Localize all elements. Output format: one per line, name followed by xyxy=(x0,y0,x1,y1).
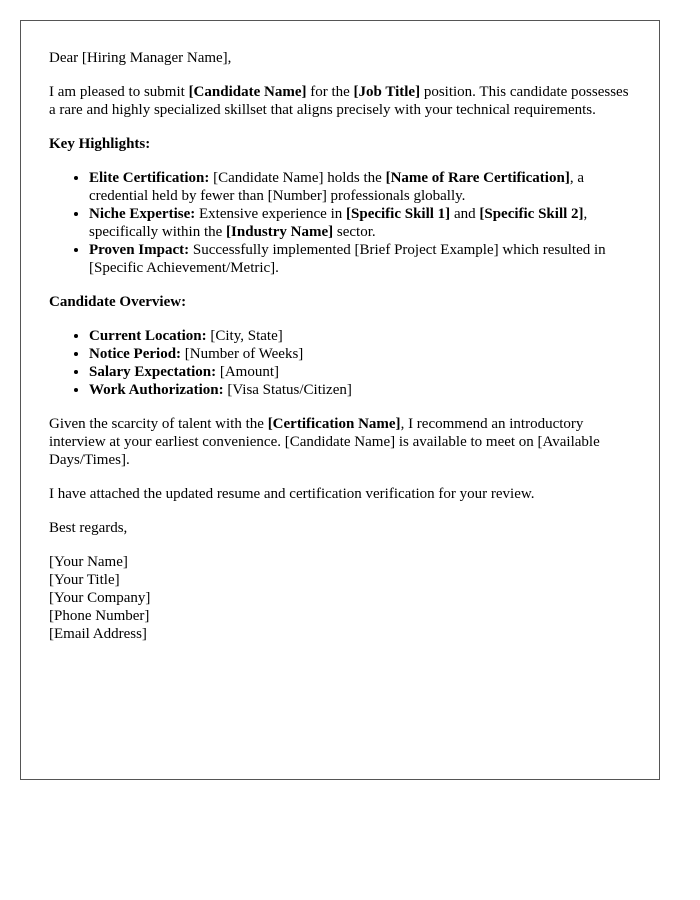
highlight-item-expertise xyxy=(89,205,631,241)
highlight-label: Niche Expertise: xyxy=(89,206,196,222)
candidate-overview-list xyxy=(49,327,631,399)
attachment-note: I have attached the updated resume and certification verification for your review. xyxy=(49,486,535,502)
overview-item-salary xyxy=(89,363,631,381)
key-highlights-list xyxy=(49,169,631,277)
key-highlights-heading: Key Highlights: xyxy=(49,136,151,152)
signature-phone: [Phone Number] xyxy=(49,608,150,624)
intro-text-2: for the xyxy=(306,84,354,100)
job-title-placeholder: [Job Title] xyxy=(353,84,421,100)
highlight-text: , a credential held by fewer than [Number] professionals globally. xyxy=(89,170,584,204)
salutation: Dear [Hiring Manager Name], xyxy=(49,50,232,66)
highlight-item-certification xyxy=(89,169,631,205)
letter-document xyxy=(20,20,660,780)
highlight-item-impact xyxy=(89,241,631,277)
overview-value: [Number of Weeks] xyxy=(181,346,304,362)
highlight-text: Successfully implemented [Brief Project Example] which resulted in [Specific Achievement/Metric]. xyxy=(89,242,606,276)
overview-label: Current Location: xyxy=(89,328,207,344)
intro-text-3: position. This candidate possesses a rare and highly specialized skillset that aligns precisely with your technical requirements. xyxy=(49,84,629,118)
signature-title: [Your Title] xyxy=(49,572,120,588)
candidate-overview-heading: Candidate Overview: xyxy=(49,294,187,310)
skill-1-placeholder: [Specific Skill 1] xyxy=(346,206,451,222)
overview-label: Salary Expectation: xyxy=(89,364,217,380)
candidate-name-placeholder: [Candidate Name] xyxy=(188,84,307,100)
highlight-text: Extensive experience in xyxy=(195,206,347,222)
highlight-label: Elite Certification: xyxy=(89,170,210,186)
certification-placeholder: [Name of Rare Certification] xyxy=(385,170,570,186)
overview-value: [Visa Status/Citizen] xyxy=(223,382,352,398)
overview-value: [City, State] xyxy=(206,328,283,344)
overview-item-authorization xyxy=(89,381,631,399)
signature-block xyxy=(49,553,631,643)
signature-email: [Email Address] xyxy=(49,626,147,642)
skill-2-placeholder: [Specific Skill 2] xyxy=(479,206,584,222)
overview-item-notice xyxy=(89,345,631,363)
highlight-label: Proven Impact: xyxy=(89,242,190,258)
overview-label: Work Authorization: xyxy=(89,382,224,398)
overview-value: [Amount] xyxy=(216,364,279,380)
signature-company: [Your Company] xyxy=(49,590,151,606)
recommendation-paragraph xyxy=(49,415,631,469)
recommendation-text: Given the scarcity of talent with the xyxy=(49,416,268,432)
signature-name: [Your Name] xyxy=(49,554,128,570)
highlight-text: , specifically within the xyxy=(89,206,588,240)
recommendation-text: , I recommend an introductory interview at your earliest convenience. [Candidate Name] is available to meet on [Available Days/Times]. xyxy=(49,416,600,468)
intro-paragraph xyxy=(49,83,631,119)
signoff: Best regards, xyxy=(49,520,128,536)
certification-name-placeholder: [Certification Name] xyxy=(267,416,401,432)
intro-text-1: I am pleased to submit xyxy=(49,84,189,100)
highlight-text: and xyxy=(450,206,480,222)
overview-label: Notice Period: xyxy=(89,346,182,362)
overview-item-location xyxy=(89,327,631,345)
highlight-text: [Candidate Name] holds the xyxy=(209,170,386,186)
highlight-text: sector. xyxy=(333,224,376,240)
industry-placeholder: [Industry Name] xyxy=(226,224,334,240)
